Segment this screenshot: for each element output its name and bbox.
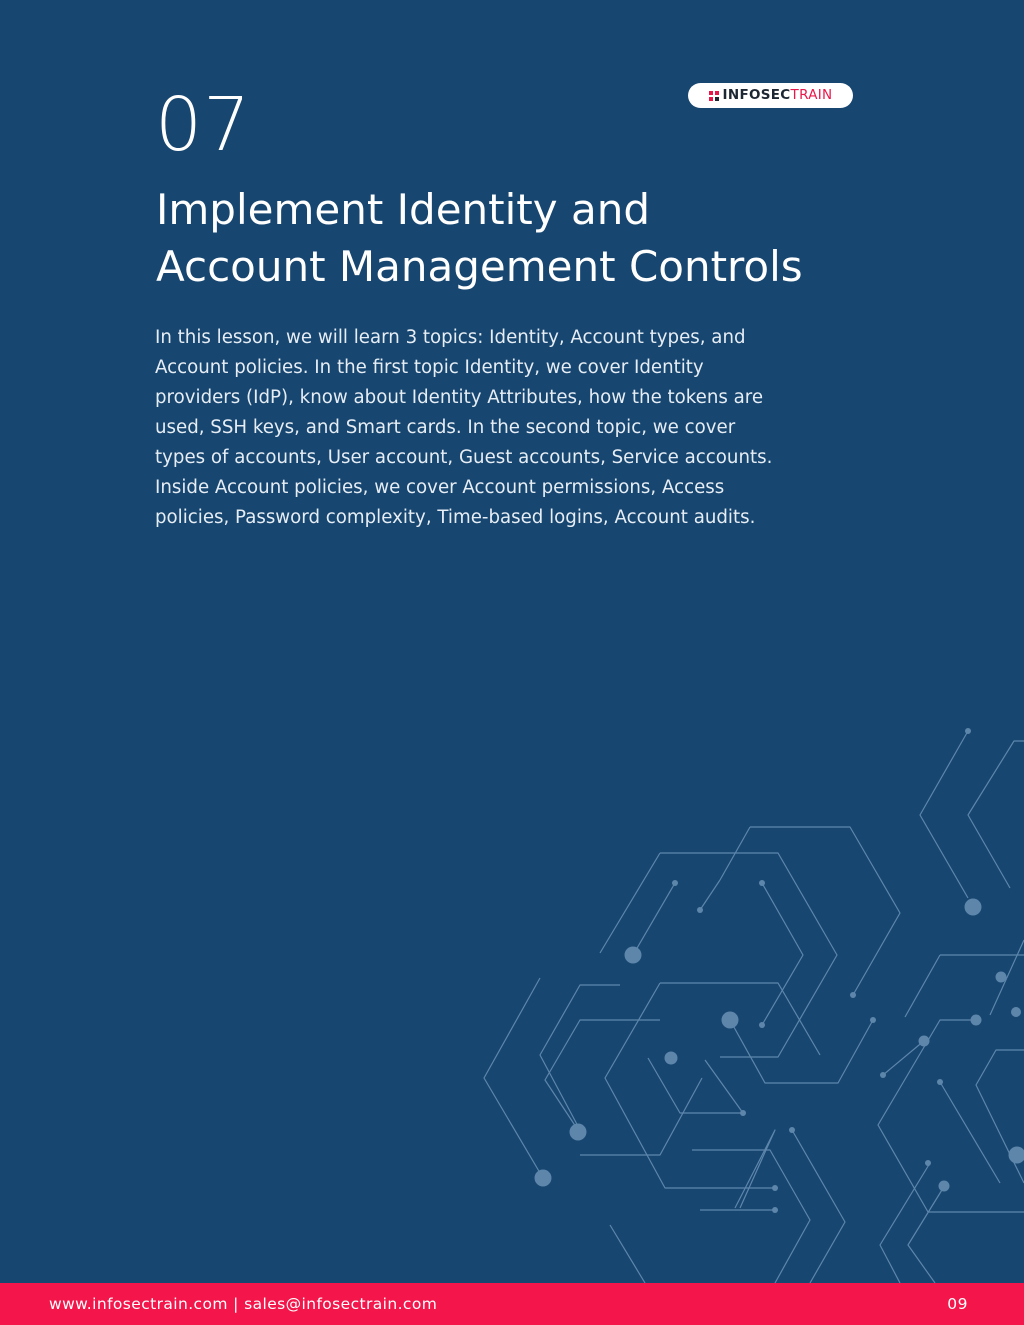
section-title-line: Implement Identity and xyxy=(156,185,650,234)
brand-name-part1: INFOSEC xyxy=(722,86,791,103)
footer-contact: www.infosectrain.com | sales@infosectrain.com xyxy=(49,1295,438,1313)
description-line: used, SSH keys, and Smart cards. In the second topic, we cover xyxy=(155,417,736,438)
page-number: 09 xyxy=(947,1295,968,1313)
description-line: policies, Password complexity, Time-based logins, Account audits. xyxy=(155,507,756,528)
brand-name-part2: TRAIN xyxy=(790,86,833,103)
lesson-description xyxy=(155,323,855,533)
description-line: In this lesson, we will learn 3 topics: Identity, Account types, and xyxy=(155,327,746,348)
section-title xyxy=(156,181,916,295)
circuit-hexagon-pattern xyxy=(470,720,1024,1283)
brand-name xyxy=(722,86,833,103)
infosectrain-logo-icon xyxy=(709,91,719,101)
description-line: types of accounts, User account, Guest accounts, Service accounts. xyxy=(155,447,773,468)
section-title-line: Account Management Controls xyxy=(156,242,803,291)
brand-logo xyxy=(688,83,853,108)
description-line: providers (IdP), know about Identity Attributes, how the tokens are xyxy=(155,387,764,408)
description-line: Account policies. In the first topic Identity, we cover Identity xyxy=(155,357,704,378)
section-number: 07 xyxy=(155,82,252,168)
footer-bar xyxy=(0,1283,1024,1325)
description-line: Inside Account policies, we cover Account permissions, Access xyxy=(155,477,725,498)
